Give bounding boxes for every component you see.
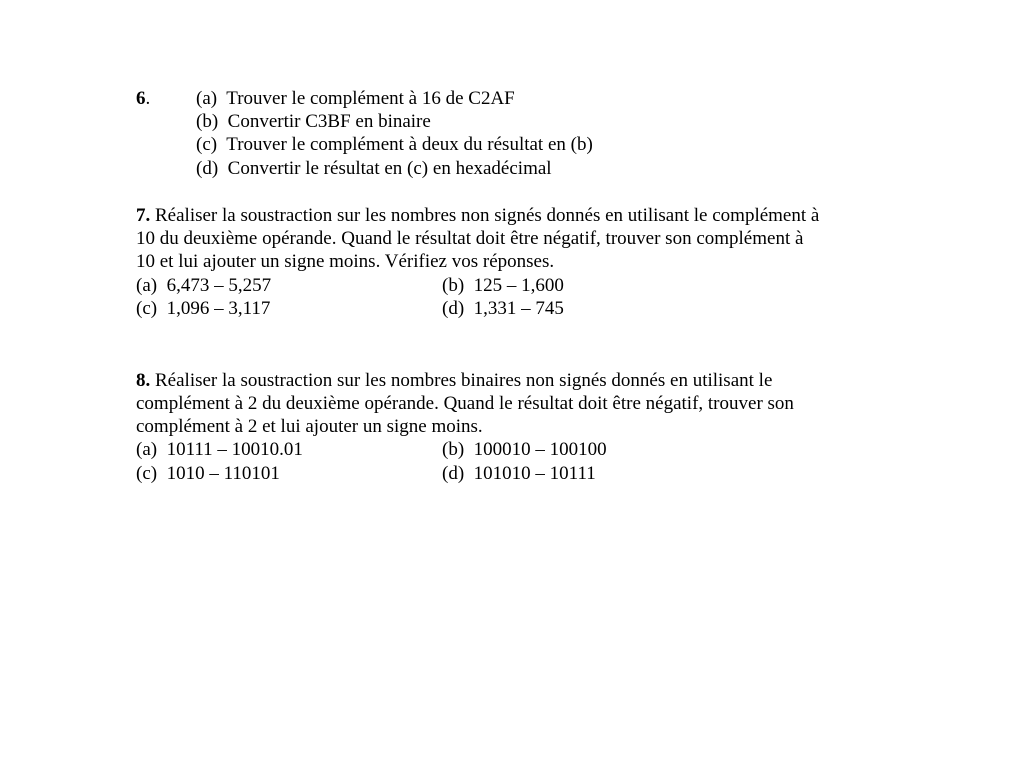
q6-item-a: [196, 87, 515, 110]
q8-item-b-text: 100010 – 100100: [473, 439, 607, 460]
q6-item-c: [196, 133, 593, 156]
q8-item-a: [136, 438, 303, 461]
q7-item-a: [136, 274, 271, 297]
q8-line-3: [136, 415, 483, 438]
q7-item-c: [136, 297, 270, 320]
q7-item-c-text: 1,096 – 3,117: [166, 298, 271, 319]
q7-item-a-label: (a): [136, 275, 158, 296]
q8-text-line-1: Réaliser la soustraction sur les nombres binaires non signés donnés en utilisant le: [150, 370, 773, 391]
q8-item-a-label: (a): [136, 439, 158, 460]
q6-item-d-text: Convertir le résultat en (c) en hexadécimal: [227, 158, 552, 179]
q8-item-d-text: 101010 – 10111: [473, 463, 596, 484]
q7-item-b-label: (b): [442, 275, 465, 296]
q7-text-line-2: 10 du deuxième opérande. Quand le résultat doit être négatif, trouver son complément à: [136, 228, 804, 249]
q7-item-c-label: (c): [136, 298, 158, 319]
q8-item-d: [442, 462, 596, 485]
q7-item-d-label: (d): [442, 298, 465, 319]
q6-item-b-label: (b): [196, 111, 219, 132]
q8-item-c-text: 1010 – 110101: [166, 463, 280, 484]
q8-text-line-3: complément à 2 et lui ajouter un signe moins.: [136, 416, 483, 437]
q6-number: [136, 87, 150, 110]
q7-line-2: [136, 227, 803, 250]
q8-item-b: [442, 438, 607, 461]
q6-item-a-text: Trouver le complément à 16 de C2AF: [226, 88, 515, 109]
q8-text-line-2: complément à 2 du deuxième opérande. Quand le résultat doit être négatif, trouver son: [136, 393, 794, 414]
q7-item-a-text: 6,473 – 5,257: [166, 275, 272, 296]
q7-line-3: [136, 250, 554, 273]
q6-item-b-text: Convertir C3BF en binaire: [227, 111, 431, 132]
q6-number-period: .: [145, 88, 151, 109]
q6-number-digit: 6: [136, 88, 146, 109]
q7-number: 7.: [136, 205, 151, 226]
q6-item-d: [196, 157, 552, 180]
q8-line-2: [136, 392, 794, 415]
q8-item-d-label: (d): [442, 463, 465, 484]
q7-line-1: [136, 204, 819, 227]
q6-item-d-label: (d): [196, 158, 219, 179]
q8-number: 8.: [136, 370, 151, 391]
q8-item-a-text: 10111 – 10010.01: [166, 439, 303, 460]
q7-text-line-1: Réaliser la soustraction sur les nombres non signés donnés en utilisant le complément à: [150, 205, 820, 226]
q7-item-d: [442, 297, 564, 320]
q8-item-b-label: (b): [442, 439, 465, 460]
q8-item-c: [136, 462, 280, 485]
q6-item-c-text: Trouver le complément à deux du résultat en (b): [226, 134, 593, 155]
q8-item-c-label: (c): [136, 463, 158, 484]
q6-item-a-label: (a): [196, 88, 218, 109]
q7-item-b-text: 125 – 1,600: [473, 275, 564, 296]
q7-item-b: [442, 274, 564, 297]
q6-item-c-label: (c): [196, 134, 218, 155]
q7-text-line-3: 10 et lui ajouter un signe moins. Vérifiez vos réponses.: [136, 251, 555, 272]
q6-item-b: [196, 110, 431, 133]
q8-line-1: [136, 369, 772, 392]
q7-item-d-text: 1,331 – 745: [473, 298, 564, 319]
